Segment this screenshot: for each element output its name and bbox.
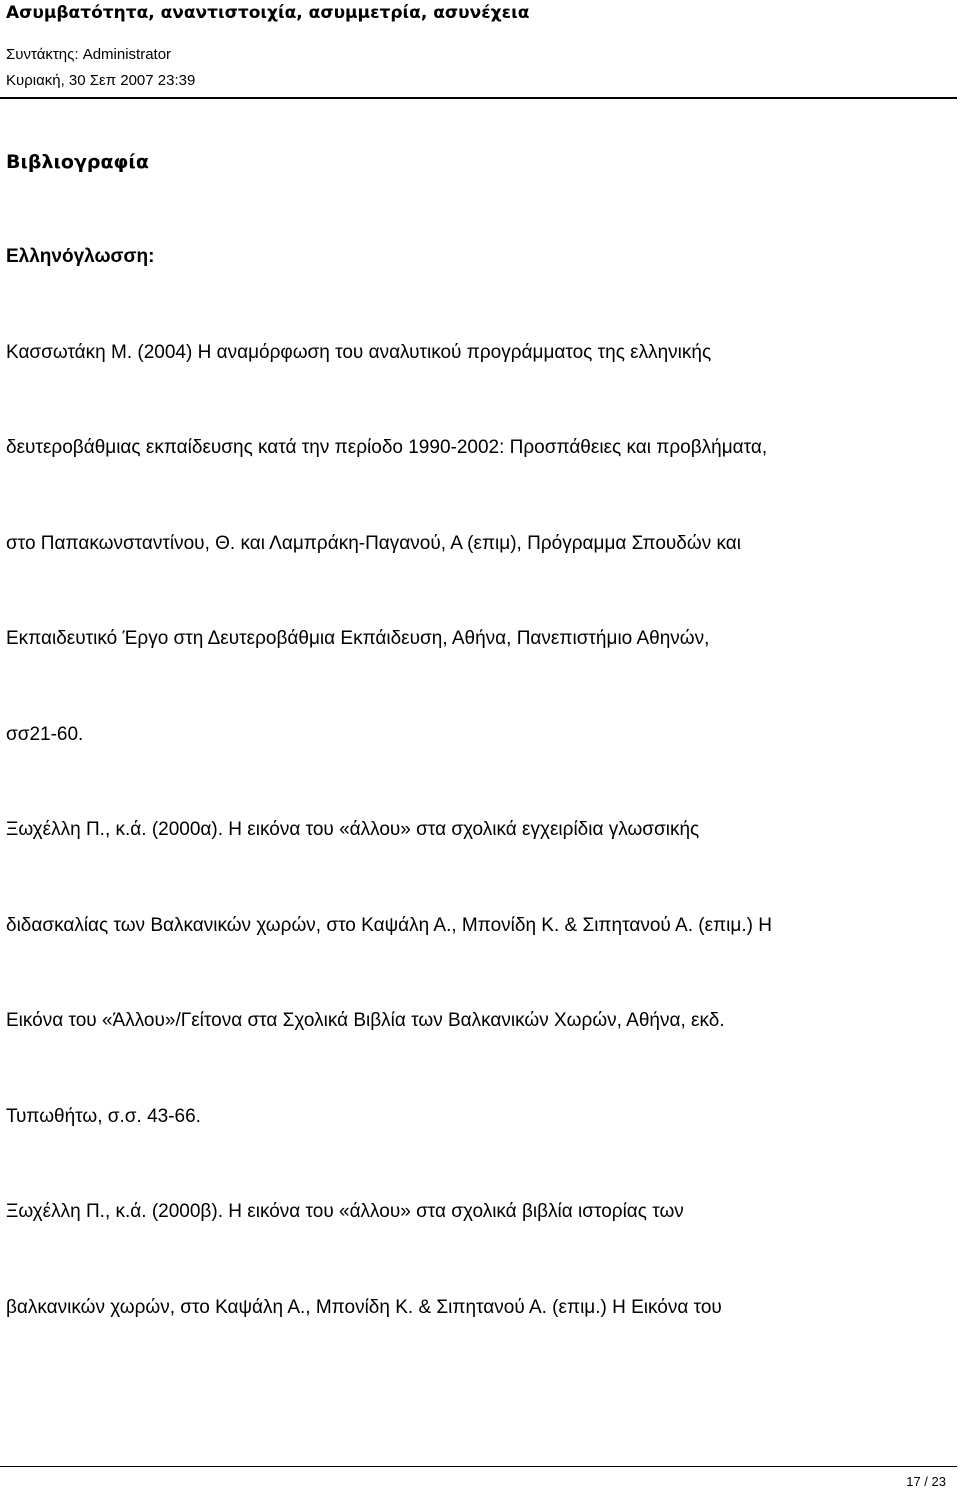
text-line: διδασκαλίας των Βαλκανικών χωρών, στο Καψάλη Α., Μπονίδη Κ. & Σιπητανού Α. (επιμ.) Η xyxy=(6,915,772,936)
text-line: Κασσωτάκη Μ. (2004) Η αναμόρφωση του αναλυτικού προγράμματος της ελληνικής xyxy=(6,342,712,363)
page-number: 17 / 23 xyxy=(906,1474,946,1489)
text-line: Ξωχέλλη Π., κ.ά. (2000α). Η εικόνα του «άλλου» στα σχολικά εγχειρίδια γλωσσικής xyxy=(6,819,700,840)
text-line: Εκπαιδευτικό Έργο στη Δευτεροβάθμια Εκπάιδευση, Αθήνα, Πανεπιστήμιο Αθηνών, xyxy=(6,628,710,649)
text-line: δευτεροβάθμιας εκπαίδευσης κατά την περίοδο 1990-2002: Προσπάθειες και προβλήματα, xyxy=(6,437,768,458)
header-divider xyxy=(0,97,957,99)
footer-divider xyxy=(0,1466,957,1467)
author-line: Συντάκτης: Administrator xyxy=(6,46,172,63)
subheading-greek-language: Ελληνόγλωσση: xyxy=(6,246,155,267)
text-line: σσ21-60. xyxy=(6,724,84,745)
text-line: Τυπωθήτω, σ.σ. 43-66. xyxy=(6,1106,201,1127)
text-line: Ξωχέλλη Π., κ.ά. (2000β). Η εικόνα του «άλλου» στα σχολικά βιβλία ιστορίας των xyxy=(6,1201,684,1222)
document-title: Ασυμβατότητα, αναντιστοιχία, ασυμμετρία, ασυνέχεια xyxy=(6,3,530,23)
text-line: στο Παπακωνσταντίνου, Θ. και Λαμπράκη-Παγανού, Α (επιμ), Πρόγραμμα Σπουδών και xyxy=(6,533,741,554)
text-line: Εικόνα του «Άλλου»/Γείτονα στα Σχολικά Βιβλία των Βαλκανικών Χωρών, Αθήνα, εκδ. xyxy=(6,1010,725,1031)
text-line: βαλκανικών χωρών, στο Καψάλη Α., Μπονίδη Κ. & Σιπητανού Α. (επιμ.) Η Εικόνα του xyxy=(6,1297,722,1318)
date-line: Κυριακή, 30 Σεπ 2007 23:39 xyxy=(6,72,196,89)
section-heading: Βιβλιογραφία xyxy=(6,151,149,173)
